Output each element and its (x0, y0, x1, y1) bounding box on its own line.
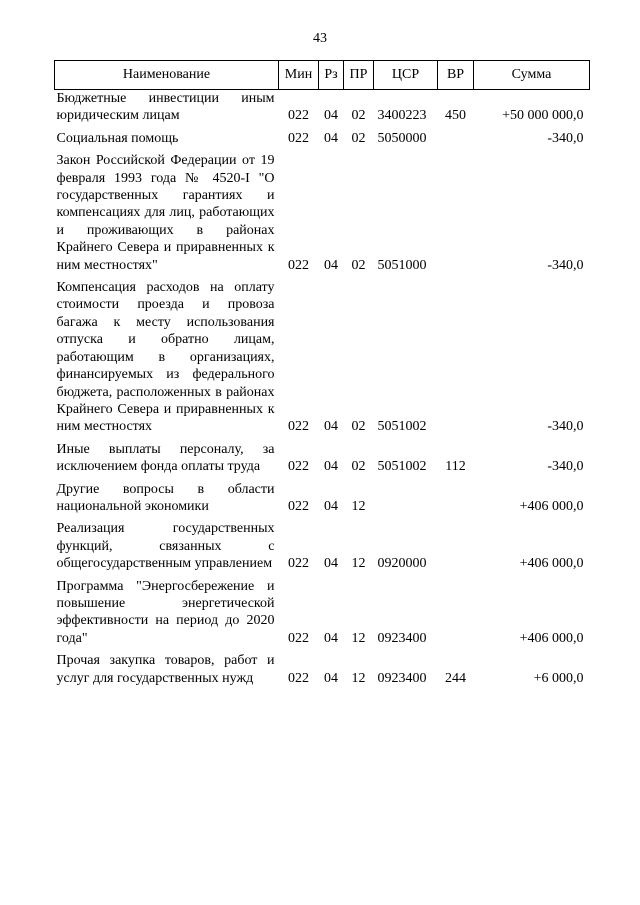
table-row (55, 441, 590, 481)
row-min: 022 (288, 419, 309, 435)
row-csr: 5051002 (377, 419, 427, 435)
row-pr: 02 (351, 130, 366, 146)
row-rz: 04 (324, 459, 338, 475)
row-sum: -340,0 (547, 459, 584, 475)
header-min: Мин (279, 61, 319, 90)
row-sum: +6 000,0 (533, 670, 584, 686)
table-row (55, 481, 590, 521)
row-min: 022 (288, 670, 309, 686)
row-pr: 12 (351, 630, 366, 646)
row-sum: -340,0 (547, 419, 584, 435)
table-row (55, 578, 590, 653)
row-sum: +406 000,0 (519, 556, 584, 572)
row-name: Реализация государственных функций, связанных с общегосударственным управлением (56, 521, 275, 572)
row-pr: 02 (351, 419, 366, 435)
budget-table (54, 60, 590, 692)
row-pr: 02 (351, 459, 366, 475)
row-csr: 3400223 (377, 108, 427, 124)
row-pr: 02 (351, 108, 366, 124)
row-vr: 112 (445, 459, 466, 475)
row-sum: +50 000 000,0 (502, 108, 584, 124)
row-rz: 04 (324, 556, 338, 572)
row-min: 022 (288, 556, 309, 572)
header-csr: ЦСР (374, 61, 438, 90)
row-csr: 0923400 (377, 630, 427, 646)
table-row (55, 652, 590, 692)
table-row (55, 90, 590, 130)
row-csr (374, 481, 438, 521)
row-min: 022 (288, 108, 309, 124)
row-sum: +406 000,0 (519, 630, 584, 646)
row-name: Иные выплаты персоналу, за исключением фонда оплаты труда (56, 441, 275, 475)
row-csr: 5051002 (377, 459, 427, 475)
row-vr (438, 152, 474, 279)
table-row (55, 520, 590, 577)
row-rz: 04 (324, 670, 338, 686)
row-rz: 04 (324, 498, 338, 514)
row-vr: 450 (445, 108, 466, 124)
row-sum: -340,0 (547, 130, 584, 146)
row-pr: 12 (351, 498, 366, 514)
header-sum: Сумма (474, 61, 590, 90)
row-sum: +406 000,0 (519, 498, 584, 514)
row-min: 022 (288, 459, 309, 475)
row-vr (438, 481, 474, 521)
row-csr: 5050000 (377, 130, 427, 146)
row-vr (438, 520, 474, 577)
table-row (55, 279, 590, 441)
row-min: 022 (288, 630, 309, 646)
header-name: Наименование (55, 61, 279, 90)
header-rz: Рз (319, 61, 344, 90)
row-rz: 04 (324, 257, 338, 273)
row-csr: 0923400 (377, 670, 427, 686)
table-row (55, 130, 590, 152)
row-vr: 244 (445, 670, 466, 686)
row-name: Закон Российской Федерации от 19 февраля 1993 года № 4520-I "О государственных гарантиях и компенсациях для лиц, работающих и проживающих в районах Крайнего Севера и приравненных к ним местностях" (56, 153, 275, 273)
row-vr (438, 130, 474, 152)
header-vr: ВР (438, 61, 474, 90)
row-vr (438, 578, 474, 653)
row-rz: 04 (324, 130, 338, 146)
header-pr: ПР (344, 61, 374, 90)
row-name: Компенсация расходов на оплату стоимости проезда и провоза багажа к месту использования отпуска и обратно лицам, работающим в организациях, финансируемых из федерального бюджета, расположенных в районах Крайнего Севера и приравненных к ним местностях (56, 280, 275, 435)
table-row (55, 152, 590, 279)
row-name: Социальная помощь (56, 130, 179, 146)
table-header-row (55, 61, 590, 90)
row-rz: 04 (324, 630, 338, 646)
row-min: 022 (288, 498, 309, 514)
row-name: Программа "Энергосбережение и повышение энергетической эффективности на период до 2020 года" (56, 578, 275, 646)
row-name: Бюджетные инвестиции иным юридическим лицам (56, 91, 275, 124)
row-rz: 04 (324, 108, 338, 124)
row-pr: 12 (351, 556, 366, 572)
row-csr: 5051000 (377, 257, 427, 273)
row-min: 022 (288, 257, 309, 273)
row-vr (438, 279, 474, 441)
row-csr: 0920000 (377, 556, 427, 572)
page-number: 43 (313, 31, 327, 46)
row-pr: 02 (351, 257, 366, 273)
row-sum: -340,0 (547, 257, 584, 273)
row-name: Прочая закупка товаров, работ и услуг для государственных нужд (56, 653, 275, 686)
row-pr: 12 (351, 670, 366, 686)
row-rz: 04 (324, 419, 338, 435)
row-name: Другие вопросы в области национальной экономики (56, 481, 275, 514)
row-min: 022 (288, 130, 309, 146)
